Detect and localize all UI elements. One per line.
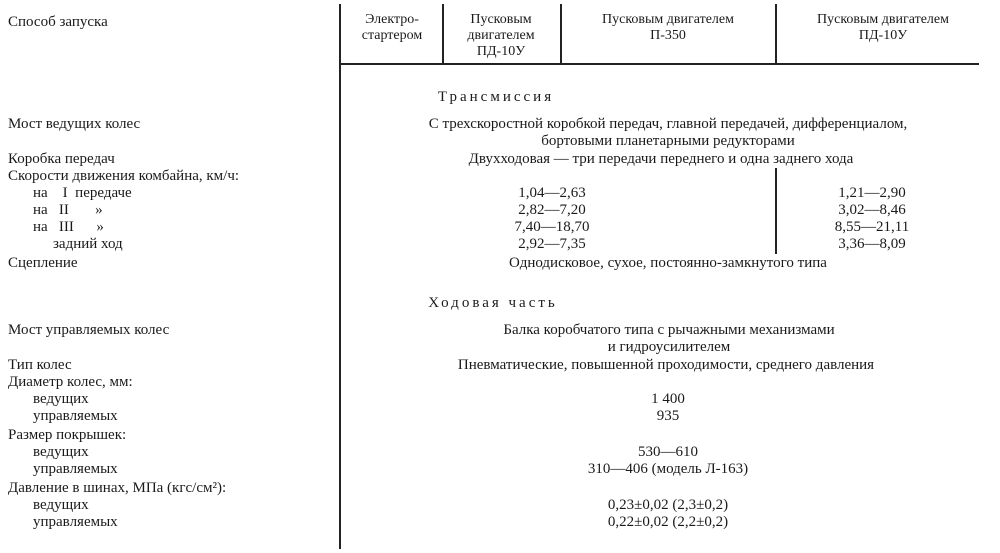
- header-col-start-engine-p350: Пусковым двигателем П-350: [601, 12, 735, 43]
- divider-speeds: [775, 168, 777, 254]
- label-pressure-driving: ведущих: [33, 497, 89, 513]
- label-wheel-diameter: Диаметр колес, мм:: [8, 374, 133, 390]
- label-speed-2: на II »: [33, 202, 103, 218]
- header-col-start-engine-pd10u-2: Пусковым двигателем ПД-10У: [816, 12, 950, 43]
- speed-reverse-b: 3,36—8,09: [838, 236, 906, 252]
- label-speed-3: на III »: [33, 219, 104, 235]
- label-wheel-type: Тип колес: [8, 357, 72, 373]
- label-diameter-driving: ведущих: [33, 391, 89, 407]
- label-gearbox: Коробка передач: [8, 151, 115, 167]
- value-diameter-steered: 935: [656, 408, 680, 424]
- header-launch-method: Способ запуска: [8, 14, 108, 30]
- speed-2-b: 3,02—8,46: [838, 202, 906, 218]
- divider-header-2: [560, 4, 562, 64]
- section-title-transmission: Трансмиссия: [437, 89, 555, 105]
- value-pressure-driving: 0,23±0,02 (2,3±0,2): [607, 497, 729, 513]
- speed-reverse-a: 2,92—7,35: [518, 236, 586, 252]
- speed-2-a: 2,82—7,20: [518, 202, 586, 218]
- label-pressure-steered: управляемых: [33, 514, 118, 530]
- header-col-electric-starter: Электро- стартером: [361, 12, 423, 43]
- label-tire-driving: ведущих: [33, 444, 89, 460]
- divider-header-3: [775, 4, 777, 64]
- label-drive-axle: Мост ведущих колес: [8, 116, 141, 132]
- label-tire-size: Размер покрышек:: [8, 427, 127, 443]
- speed-3-b: 8,55—21,11: [834, 219, 910, 235]
- section-title-chassis: Ходовая часть: [428, 295, 558, 311]
- speed-3-a: 7,40—18,70: [514, 219, 590, 235]
- value-drive-axle: С трехскоростной коробкой передач, главной передачей, дифференциалом, бортовыми планетарными редукторами: [428, 116, 908, 149]
- speed-1-b: 1,21—2,90: [838, 185, 906, 201]
- label-tire-pressure: Давление в шинах, МПа (кгс/см²):: [8, 480, 227, 496]
- label-tire-steered: управляемых: [33, 461, 118, 477]
- label-clutch: Сцепление: [8, 255, 78, 271]
- header-col-start-engine-pd10u: Пусковым двигателем ПД-10У: [467, 12, 535, 59]
- value-pressure-steered: 0,22±0,02 (2,2±0,2): [607, 514, 729, 530]
- header-bottom-rule: [339, 63, 979, 65]
- value-tire-driving: 530—610: [638, 444, 698, 460]
- value-gearbox: Двухходовая — три передачи переднего и одна заднего хода: [468, 151, 854, 167]
- label-speeds: Скорости движения комбайна, км/ч:: [8, 168, 240, 184]
- label-diameter-steered: управляемых: [33, 408, 118, 424]
- value-clutch: Однодисковое, сухое, постоянно-замкнутого типа: [509, 255, 827, 271]
- divider-header-1: [442, 4, 444, 64]
- label-speed-1: на I передаче: [33, 185, 132, 201]
- label-steered-axle: Мост управляемых колес: [8, 322, 170, 338]
- value-wheel-type: Пневматические, повышенной проходимости, среднего давления: [457, 357, 875, 373]
- value-tire-steered: 310—406 (модель Л-163): [587, 461, 749, 477]
- label-speed-reverse: задний ход: [53, 236, 123, 252]
- value-steered-axle: Балка коробчатого типа с рычажными механизмами и гидроусилителем: [503, 322, 835, 355]
- speed-1-a: 1,04—2,63: [518, 185, 586, 201]
- value-diameter-driving: 1 400: [651, 391, 685, 407]
- divider-left: [339, 4, 341, 549]
